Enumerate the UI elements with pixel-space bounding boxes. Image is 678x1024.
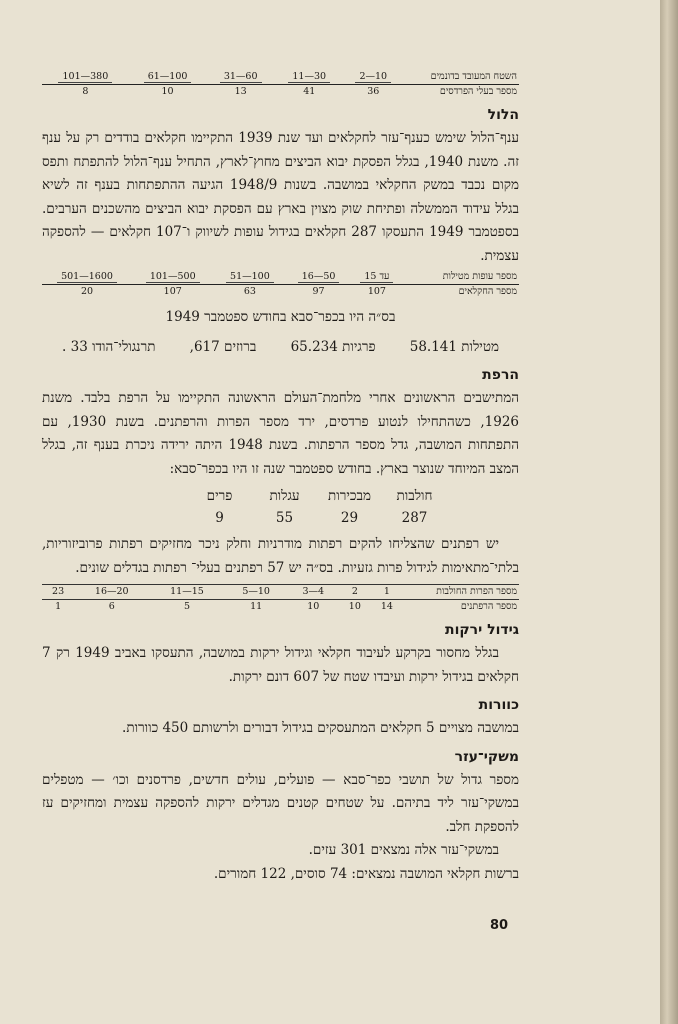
section-heading-beehives: כוורות [478,697,519,713]
table-cell: 13 [234,86,247,97]
laying-hens-table [42,270,519,299]
section-heading-aux-farms: משקי־עזר [454,748,519,765]
table-cell: 41 [303,86,316,97]
cattle-value: 287 [401,510,428,526]
table-cell: 20 [80,286,94,297]
table-cell: עד 15 [351,270,403,285]
table-cell: 500—101 [132,270,213,285]
table-row [42,585,519,600]
table-cell: 97 [312,286,325,297]
table-row-label: מספר החקלאים [458,286,517,297]
table-cell: 380—101 [42,70,129,85]
dairy-cows-table [42,584,519,614]
aux-farms-paragraph: מספר גדול של תושבי כפר־סבא — פועלים, עולים חדשים, פרדסנים וכו׳ — מטפלים במשקי־עזר ליד בתיהם. על שטחים קטנים מגדלים ירקות להספקה עצמית ומחזיקים עז להספקת חלב. [42,771,519,835]
table-cell: 10 [161,86,174,97]
beehives-paragraph: במושבה מצויים 5 חקלאים המתעסקים בגידול דבורים ולרשותם 450 כוורות. [122,720,519,736]
poultry-summary-values [62,335,499,359]
table-row-label: מספר עופות מטילות [403,270,519,285]
table-cell: 1 [42,600,74,615]
aux-farms-goats: במשקי־עזר אלה נמצאים 301 עזים. [308,842,499,858]
table-row [42,600,519,615]
table-row-label: השטח המעובד בדונמים [403,70,519,85]
cattle-header: פרים [206,488,233,504]
table-row [42,70,519,85]
page-content [42,70,519,886]
table-cell: 4—3 [288,585,339,600]
table-cell: 23 [42,585,74,600]
table-row-label: מספר הפרות החולבות [403,585,519,600]
table-row-label: מספר הרפתנים [403,600,519,615]
table-cell: 60—31 [206,70,275,85]
orchard-area-table [42,70,519,99]
table-cell: 10—5 [225,585,288,600]
summary-item: ברוזים 617, [189,339,257,355]
poultry-paragraph: ענף־הלול שימש כענף־עזר לחקלאים ועד שנת 1939 התקיימו חקלאים בודדים רק על ענף זה. משנת 1940, בגלל הפסקת יבוא הביצים מחוץ־לארץ, התחיל ענף־הלול להתפתח ותפס מקום נכבד במשק החקלאי במושבה. בשנות 1948/9 הגיעה ההתפתחות בענף זה לשיא בגלל עידוד הממשלה ופתיחת שוק מצוין בארץ עם הפסקת יבוא הביצים מהשכנים הערבים. בספטמבר 1949 התעסקו 287 חקלאים בגידול עופות לשיווק ו־107 חקלאים — להספקה עצמית. [42,130,520,264]
table-cell: 100—61 [129,70,207,85]
summary-item: תרנגולי־הודו 33 . [62,339,156,355]
section-heading-poultry: הלול [487,107,519,123]
table-cell: 63 [243,286,256,297]
section-heading-vegetables: גידול ירקות [445,622,519,638]
cattle-paragraph-2: יש רפתנים שהצליחו להקים רפתות מודרניות וחלק ניכר מחזיקים רפתות פרוביזוריות, בלתי־מתאימות לגידול פרות גזעיות. בס״ה יש 57 רפתנים בעלי־ רפתות בגדלים שונים. [42,536,519,576]
table-cell: 2 [339,585,371,600]
poultry-summary-title: בס״ה היו בכפר־סבא בחודש ספטמבר 1949 [165,309,396,325]
table-cell: 8 [82,86,89,97]
table-cell: 30—11 [275,70,344,85]
cattle-value: 55 [275,510,294,526]
table-cell: 10 [339,600,371,615]
table-cell: 107 [163,286,182,297]
table-cell: 14 [371,600,403,615]
table-row-label: מספר בעלי הפרדסים [439,86,517,97]
table-row [42,285,519,300]
cattle-header: עגלות [269,488,300,504]
table-cell: 10 [288,600,339,615]
cattle-header: מבכירות [328,488,371,504]
cattle-value: 29 [340,510,359,526]
table-row [42,85,519,100]
table-cell: 5 [149,600,224,615]
table-cell: 11 [225,600,288,615]
table-cell: 1600—501 [42,270,132,285]
section-heading-cattle: הרפת [482,367,519,383]
table-cell: 20—16 [74,585,149,600]
summary-item: מטילות 58.141 [409,339,499,355]
table-cell: 10—2 [344,70,403,85]
page-number: 80 [490,918,509,933]
aux-farms-animals: ברשות חקלאי המושבה נמצאים: 74 סוסים, 122 חמורים. [213,865,519,882]
vegetables-paragraph: בגלל מחסור בקרקע לעיבוד חקלאי וגידול ירקות במושבה, התעסקו באביב 1949 רק 7 חקלאים בגידול ירקות ועיבדו שטח של 607 דונם ירקות. [42,645,519,685]
table-cell: 15—11 [149,585,224,600]
cattle-value: 9 [215,510,224,526]
table-cell: 107 [367,286,386,297]
table-row [42,270,519,285]
cattle-paragraph: המתישבים הראשונים אחרי מלחמת־העולם הראשונה התקיימו על הרפת בלבד. משנת 1926, כשהתחילו לנטוע פרדסים, ירד מספר הפרות והרפתנים. בשנת 1930, עם התפתחות המושבה, גדל מספר הרפתות. בשנת 1948 היתה ירידה ניכרת בענף זה, בגלל המצב המיוחד שנוצר בארץ. בחודש ספטמבר שנה זו היו בכפר־סבא: [42,390,519,477]
table-cell: 36 [367,86,380,97]
table-cell: 1 [371,585,403,600]
cattle-header: חולבות [396,488,433,504]
table-cell: 6 [74,600,149,615]
table-cell: 50—16 [286,270,350,285]
page-edge [660,0,678,1024]
cattle-counts [187,485,447,529]
summary-item: פרגיות 65.234 [290,339,376,355]
table-cell: 100—51 [213,270,286,285]
